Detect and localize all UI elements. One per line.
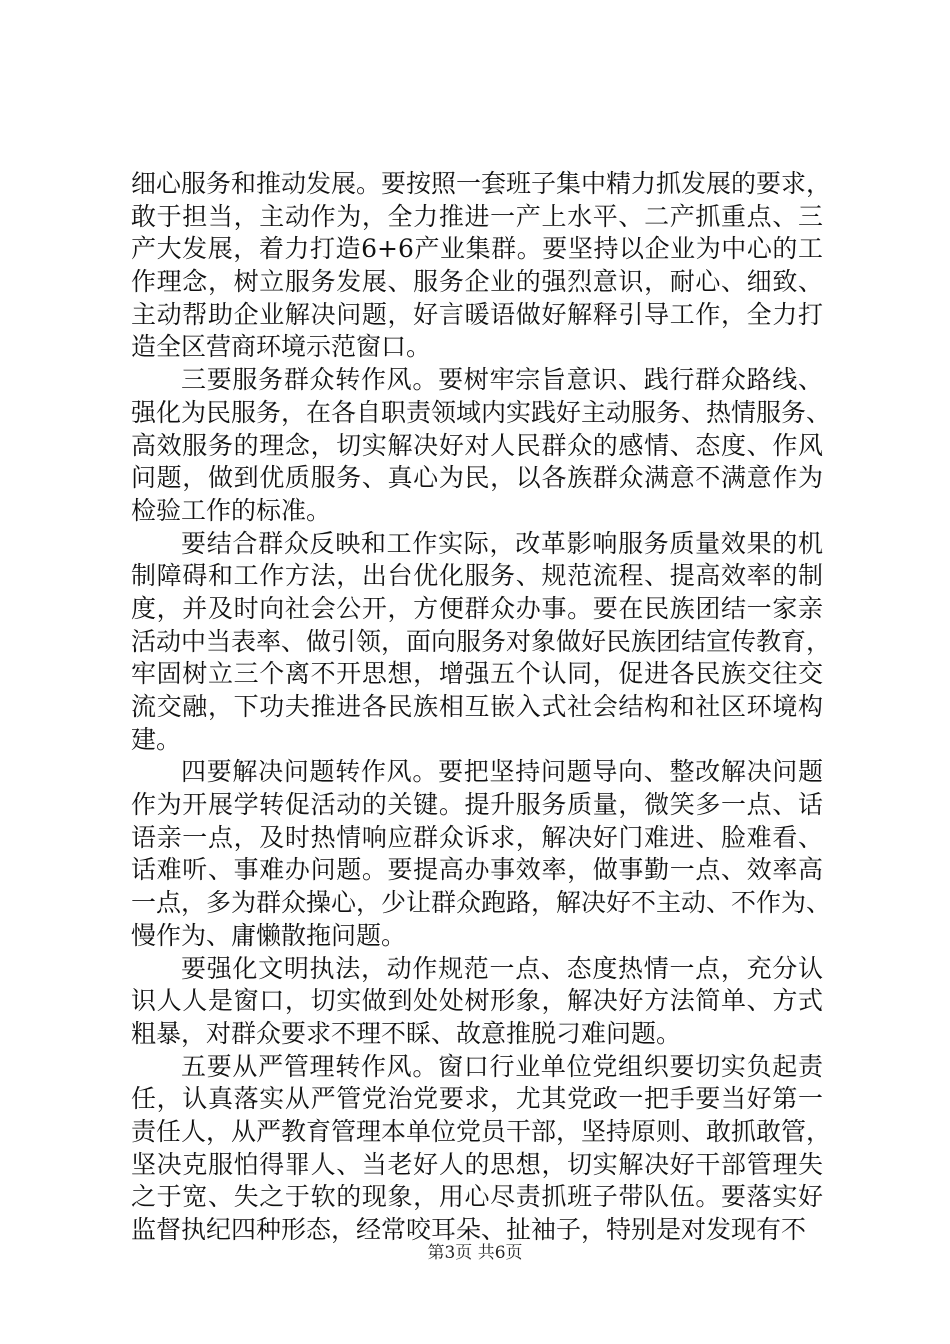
text-line: 强化为民服务，在各自职责领域内实践好主动服务、热情服务、	[131, 397, 832, 427]
text-line: 责任人，从严教育管理本单位党员干部，坚持原则、敢抓敢管，	[131, 1116, 832, 1146]
text-line: 粗暴，对群众要求不理不睬、故意推脱刁难问题。	[131, 1018, 682, 1048]
text-line: 之于宽、失之于软的现象，用心尽责抓班子带队伍。要落实好	[131, 1182, 823, 1212]
page-footer: 第3页 共6页	[427, 1243, 523, 1263]
text-line: 产大发展，着力打造6+6产业集群。要坚持以企业为中心的工	[131, 234, 823, 264]
text-line: 细心服务和推动发展。要按照一套班子集中精力抓发展的要求，	[131, 169, 832, 198]
paragraph	[131, 168, 832, 364]
text-line: 语亲一点，及时热情响应群众诉求，解决好门难进、脸难看、	[131, 822, 823, 852]
text-line: 作理念，树立服务发展、服务企业的强烈意识，耐心、细致、	[131, 267, 823, 297]
text-line: 高效服务的理念，切实解决好对人民群众的感情、态度、作风	[131, 430, 823, 460]
text-line: 识人人是窗口，切实做到处处树形象，解决好方法简单、方式	[131, 986, 823, 1016]
text-line: 问题，做到优质服务、真心为民，以各族群众满意不满意作为	[131, 463, 823, 493]
text-line: 敢于担当，主动作为，全力推进一产上水平、二产抓重点、三	[131, 201, 823, 231]
text-line: 话难听、事难办问题。要提高办事效率，做事勤一点、效率高	[131, 855, 823, 885]
text-line: 度，并及时向社会公开，方便群众办事。要在民族团结一家亲	[131, 593, 823, 623]
document-body	[131, 168, 832, 1247]
text-line: 监督执纪四种形态，经常咬耳朵、扯袖子，特别是对发现有不	[131, 1215, 807, 1244]
text-line: 主动帮助企业解决问题，好言暖语做好解释引导工作，全力打	[131, 299, 823, 329]
paragraph	[131, 953, 823, 1051]
text-line: 牢固树立三个离不开思想，增强五个认同，促进各民族交往交	[131, 659, 823, 689]
text-line: 一点，多为群众操心，少让群众跑路，解决好不主动、不作为、	[131, 888, 832, 918]
text-line: 流交融，下功夫推进各民族相互嵌入式社会结构和社区环境构	[131, 692, 823, 721]
text-line: 作为开展学转促活动的关键。提升服务质量，微笑多一点、话	[131, 790, 823, 820]
paragraph	[131, 528, 832, 757]
text-line: 检验工作的标准。	[131, 495, 332, 525]
text-line: 制障碍和工作方法，出台优化服务、规范流程、提高效率的制	[131, 561, 823, 591]
text-line: 坚决克服怕得罪人、当老好人的思想，切实解决好干部管理失	[131, 1149, 823, 1179]
text-line: 建。	[131, 724, 182, 754]
text-line: 慢作为、庸懒散拖问题。	[131, 920, 407, 950]
text-line: 要结合群众反映和工作实际，改革影响服务质量效果的机	[181, 528, 823, 558]
text-line: 活动中当表率、做引领，面向服务对象做好民族团结宣传教育，	[131, 626, 832, 656]
paragraph	[131, 364, 832, 527]
text-line: 五要从严管理转作风。窗口行业单位党组织要切实负起责	[181, 1051, 823, 1081]
text-line: 三要服务群众转作风。要树牢宗旨意识、践行群众路线、	[181, 365, 823, 395]
text-line: 四要解决问题转作风。要把坚持问题导向、整改解决问题	[181, 757, 823, 787]
text-line: 任，认真落实从严管党治党要求，尤其党政一把手要当好第一	[131, 1084, 823, 1114]
text-line: 要强化文明执法，动作规范一点、态度热情一点，充分认	[181, 953, 823, 983]
text-line: 造全区营商环境示范窗口。	[131, 332, 432, 362]
paragraph	[131, 756, 832, 952]
paragraph	[131, 1051, 832, 1247]
